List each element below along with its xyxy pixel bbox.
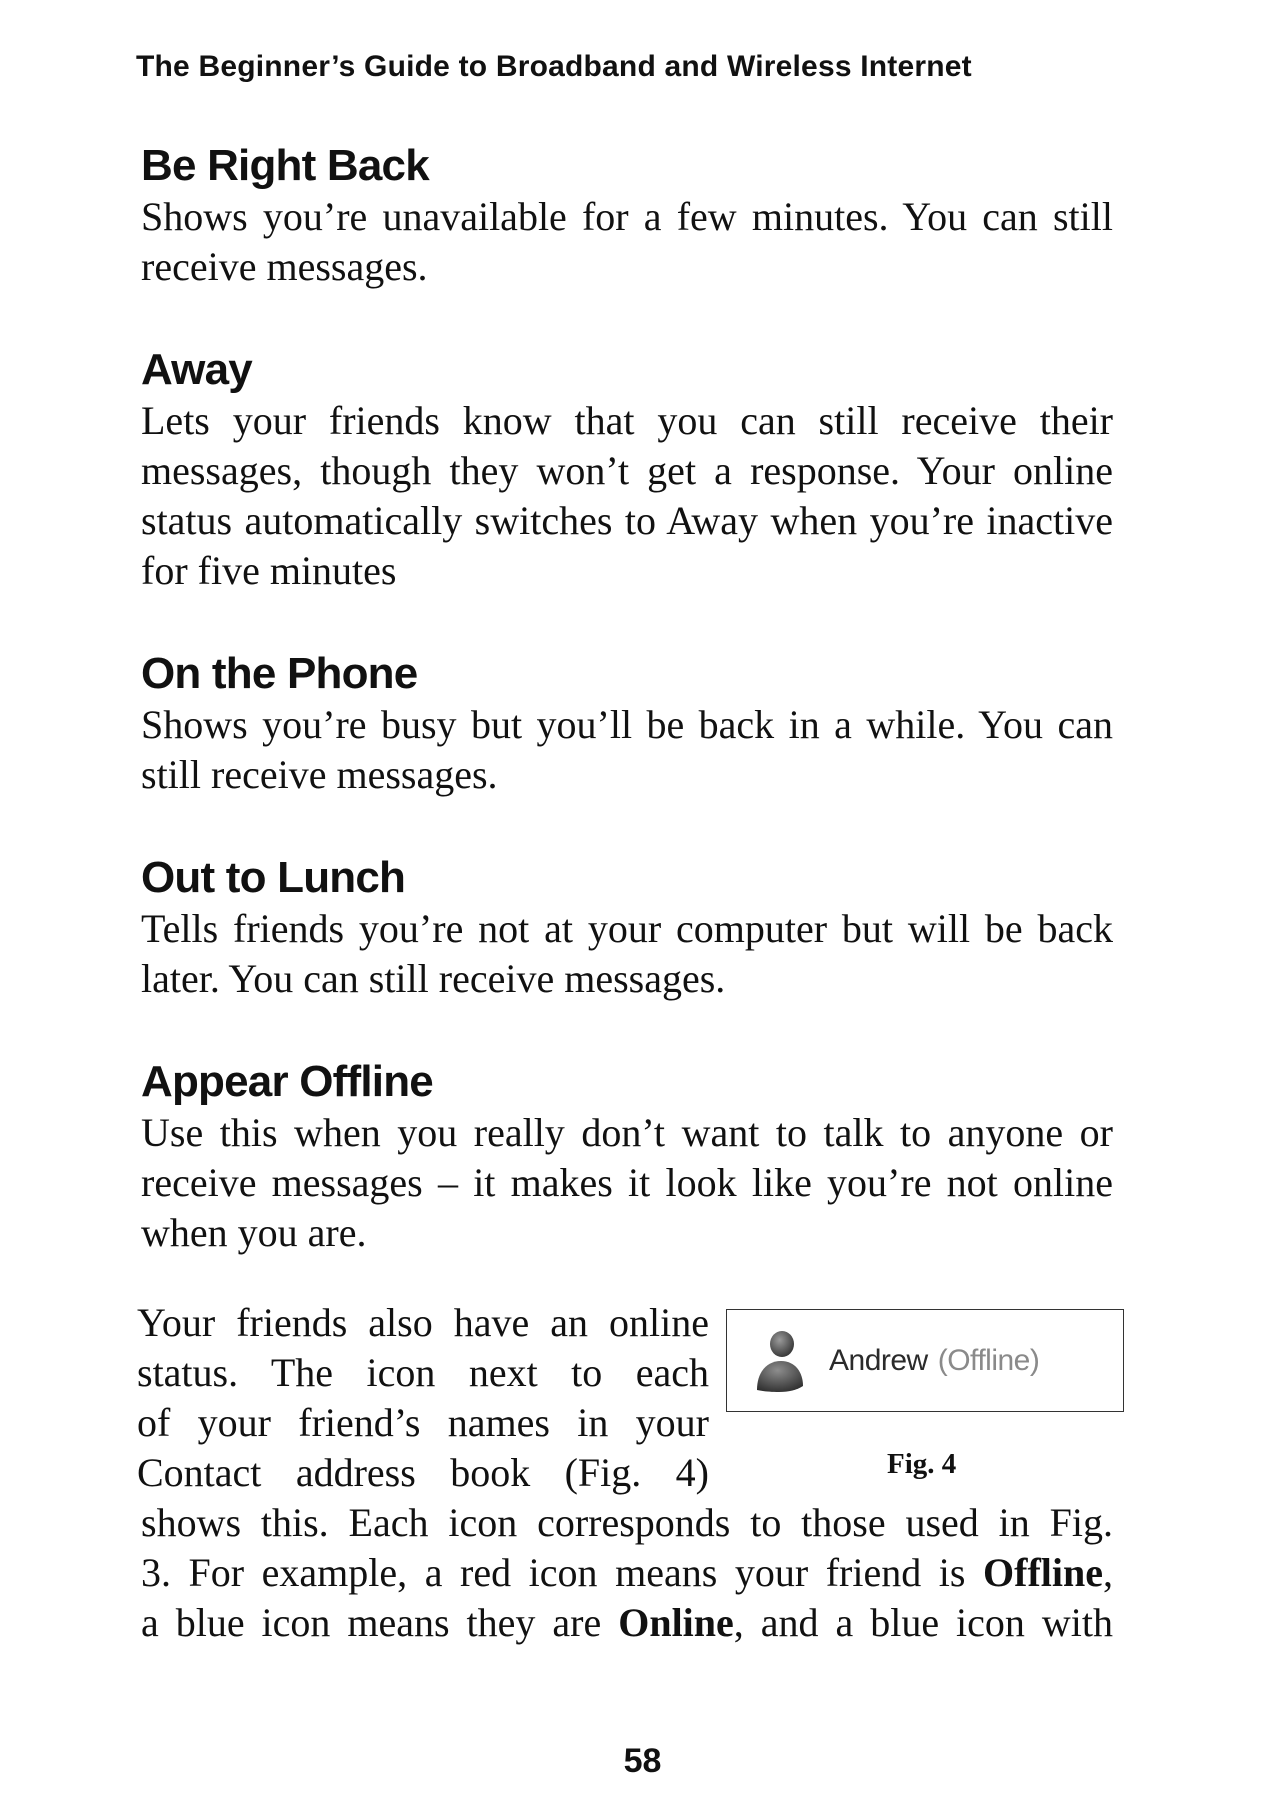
section-text: Tells friends you’re not at your computer but will be back later. You can still receive messages. — [141, 906, 1113, 1001]
figure-caption: Fig. 4 — [887, 1448, 957, 1480]
section-heading: Out to Lunch — [141, 853, 406, 902]
offline-term: Offline — [983, 1550, 1103, 1595]
section-text: Use this when you really don’t want to talk to anyone or receive messages – it makes it look like you’re not online when you are. — [141, 1110, 1113, 1255]
text-fragment: a blue icon means they are — [141, 1600, 619, 1645]
continuation-line: shows this. Each icon corresponds to those used in Fig. — [141, 1500, 1113, 1545]
contact-name: Andrew — [829, 1343, 928, 1377]
section-text: Shows you’re busy but you’ll be back in a while. You can still receive messages. — [141, 702, 1113, 797]
wrap-line: status. The icon next to each — [137, 1350, 709, 1395]
section-heading: Be Right Back — [141, 141, 429, 190]
wrap-line: of your friend’s names in your — [137, 1400, 709, 1445]
page-number: 58 — [623, 1742, 662, 1780]
section-heading: Away — [141, 345, 252, 394]
section-be-right-back — [141, 140, 1113, 292]
continuation-line — [141, 1548, 1113, 1598]
section-appear-offline — [141, 1056, 1113, 1258]
section-text: Shows you’re unavailable for a few minutes. You can still receive messages. — [141, 194, 1113, 289]
contact-figure — [726, 1309, 1124, 1412]
text-fragment: 3. For example, a red icon means your friend is — [141, 1550, 984, 1595]
wrap-line: Your friends also have an online — [137, 1300, 709, 1345]
section-on-the-phone — [141, 648, 1113, 800]
wrap-line: Contact address book (Fig. 4) — [137, 1450, 709, 1495]
section-out-to-lunch — [141, 852, 1113, 1004]
page-content — [137, 140, 1114, 1648]
section-heading: On the Phone — [141, 649, 418, 698]
section-text: Lets your friends know that you can still receive their messages, though they won’t get a response. Your online status automatically switches to Away when you’re inactive for five minutes — [141, 398, 1113, 593]
figure-block — [137, 1298, 1113, 1498]
continuation-line — [141, 1598, 1113, 1648]
contact-status: (Offline) — [937, 1343, 1040, 1377]
running-header: The Beginner’s Guide to Broadband and Wireless Internet — [136, 50, 972, 83]
section-heading: Appear Offline — [141, 1057, 433, 1106]
online-term: Online — [618, 1600, 734, 1645]
user-silhouette-icon — [753, 1328, 805, 1394]
text-fragment: , and a blue icon with — [733, 1600, 1114, 1645]
text-fragment: , — [1103, 1550, 1113, 1595]
section-away — [141, 344, 1113, 596]
